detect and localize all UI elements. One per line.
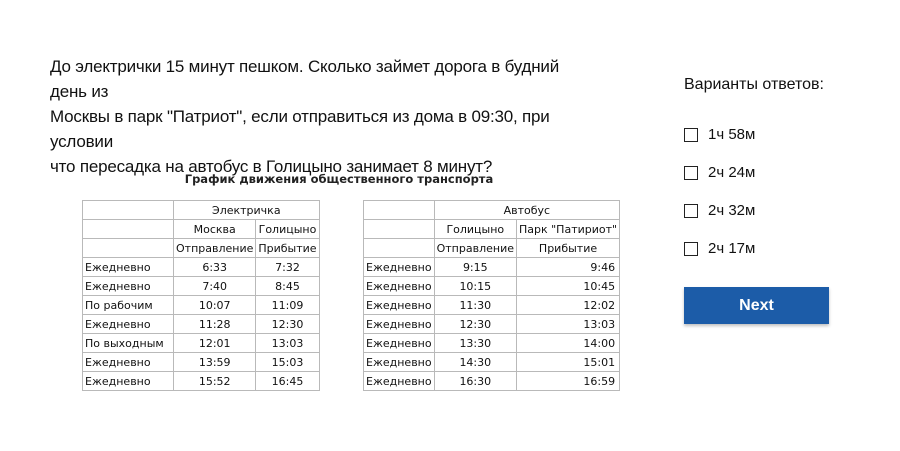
day-cell: Ежедневно xyxy=(364,315,435,334)
question-line: До электрички 15 минут пешком. Сколько займет дорога в будний день из xyxy=(50,57,560,101)
day-cell: Ежедневно xyxy=(364,277,435,296)
arrival-cell: 13:03 xyxy=(256,334,319,353)
bus-from-header: Голицыно xyxy=(434,220,516,239)
departure-cell: 15:52 xyxy=(174,372,256,391)
day-cell: Ежедневно xyxy=(83,258,174,277)
checkbox[interactable] xyxy=(684,166,698,180)
bus-schedule-table xyxy=(363,200,620,391)
schedule-title: График движения общественного транспорта xyxy=(184,172,494,186)
table-cell xyxy=(83,239,174,258)
train-to-header: Голицыно xyxy=(256,220,319,239)
bus-departure-header: Отправление xyxy=(434,239,516,258)
departure-cell: 13:59 xyxy=(174,353,256,372)
table-header-row xyxy=(83,220,320,239)
departure-cell: 13:30 xyxy=(434,334,516,353)
departure-cell: 6:33 xyxy=(174,258,256,277)
table-cell xyxy=(83,201,174,220)
table-header-row xyxy=(83,239,320,258)
day-cell: Ежедневно xyxy=(364,334,435,353)
table-row xyxy=(364,353,620,372)
train-from-header: Москва xyxy=(174,220,256,239)
departure-cell: 16:30 xyxy=(434,372,516,391)
day-cell: Ежедневно xyxy=(83,372,174,391)
arrival-cell: 9:46 xyxy=(516,258,619,277)
day-cell: Ежедневно xyxy=(364,296,435,315)
checkbox[interactable] xyxy=(684,204,698,218)
checkbox[interactable] xyxy=(684,242,698,256)
day-cell: Ежедневно xyxy=(83,315,174,334)
table-row xyxy=(83,277,320,296)
table-cell xyxy=(83,220,174,239)
answer-option-label: 2ч 24м xyxy=(708,164,756,181)
answer-option-3[interactable] xyxy=(684,202,755,219)
answer-option-label: 1ч 58м xyxy=(708,126,756,143)
checkbox[interactable] xyxy=(684,128,698,142)
day-cell: Ежедневно xyxy=(83,353,174,372)
day-cell: Ежедневно xyxy=(364,258,435,277)
train-departure-header: Отправление xyxy=(174,239,256,258)
question-text xyxy=(50,54,570,179)
answer-option-1[interactable] xyxy=(684,126,755,143)
arrival-cell: 8:45 xyxy=(256,277,319,296)
arrival-cell: 15:03 xyxy=(256,353,319,372)
arrival-cell: 12:02 xyxy=(516,296,619,315)
departure-cell: 9:15 xyxy=(434,258,516,277)
arrival-cell: 10:45 xyxy=(516,277,619,296)
table-cell xyxy=(364,220,435,239)
arrival-cell: 13:03 xyxy=(516,315,619,334)
arrival-cell: 16:45 xyxy=(256,372,319,391)
question-line: Москвы в парк "Патриот", если отправиться из дома в 09:30, при условии xyxy=(50,107,550,151)
departure-cell: 12:01 xyxy=(174,334,256,353)
day-cell: Ежедневно xyxy=(364,353,435,372)
table-header-row xyxy=(364,239,620,258)
table-row xyxy=(83,372,320,391)
table-header-row xyxy=(364,201,620,220)
arrival-cell: 14:00 xyxy=(516,334,619,353)
table-row xyxy=(83,315,320,334)
arrival-cell: 15:01 xyxy=(516,353,619,372)
train-schedule-table xyxy=(82,200,320,391)
departure-cell: 7:40 xyxy=(174,277,256,296)
table-cell xyxy=(364,239,435,258)
arrival-cell: 7:32 xyxy=(256,258,319,277)
answer-option-2[interactable] xyxy=(684,164,755,181)
answer-option-label: 2ч 32м xyxy=(708,202,756,219)
train-group-header: Электричка xyxy=(174,201,320,220)
day-cell: Ежедневно xyxy=(83,277,174,296)
departure-cell: 10:07 xyxy=(174,296,256,315)
table-row xyxy=(364,315,620,334)
answers-title: Варианты ответов: xyxy=(684,76,824,93)
answer-option-label: 2ч 17м xyxy=(708,240,756,257)
table-row xyxy=(364,372,620,391)
bus-to-header: Парк "Патириот" xyxy=(516,220,619,239)
departure-cell: 11:30 xyxy=(434,296,516,315)
table-header-row xyxy=(83,201,320,220)
table-cell xyxy=(364,201,435,220)
table-row xyxy=(364,334,620,353)
table-row xyxy=(83,353,320,372)
arrival-cell: 16:59 xyxy=(516,372,619,391)
departure-cell: 12:30 xyxy=(434,315,516,334)
table-row xyxy=(83,258,320,277)
next-button[interactable]: Next xyxy=(684,287,829,324)
answer-option-4[interactable] xyxy=(684,240,755,257)
arrival-cell: 11:09 xyxy=(256,296,319,315)
departure-cell: 11:28 xyxy=(174,315,256,334)
train-arrival-header: Прибытие xyxy=(256,239,319,258)
table-row xyxy=(364,277,620,296)
day-cell: Ежедневно xyxy=(364,372,435,391)
table-header-row xyxy=(364,220,620,239)
table-row xyxy=(364,258,620,277)
question-line: что пересадка на автобус в Голицыно занимает 8 минут? xyxy=(50,157,493,176)
day-cell: По выходным xyxy=(83,334,174,353)
table-row xyxy=(364,296,620,315)
day-cell: По рабочим xyxy=(83,296,174,315)
departure-cell: 14:30 xyxy=(434,353,516,372)
bus-arrival-header: Прибытие xyxy=(516,239,619,258)
bus-group-header: Автобус xyxy=(434,201,619,220)
arrival-cell: 12:30 xyxy=(256,315,319,334)
table-row xyxy=(83,296,320,315)
table-row xyxy=(83,334,320,353)
departure-cell: 10:15 xyxy=(434,277,516,296)
